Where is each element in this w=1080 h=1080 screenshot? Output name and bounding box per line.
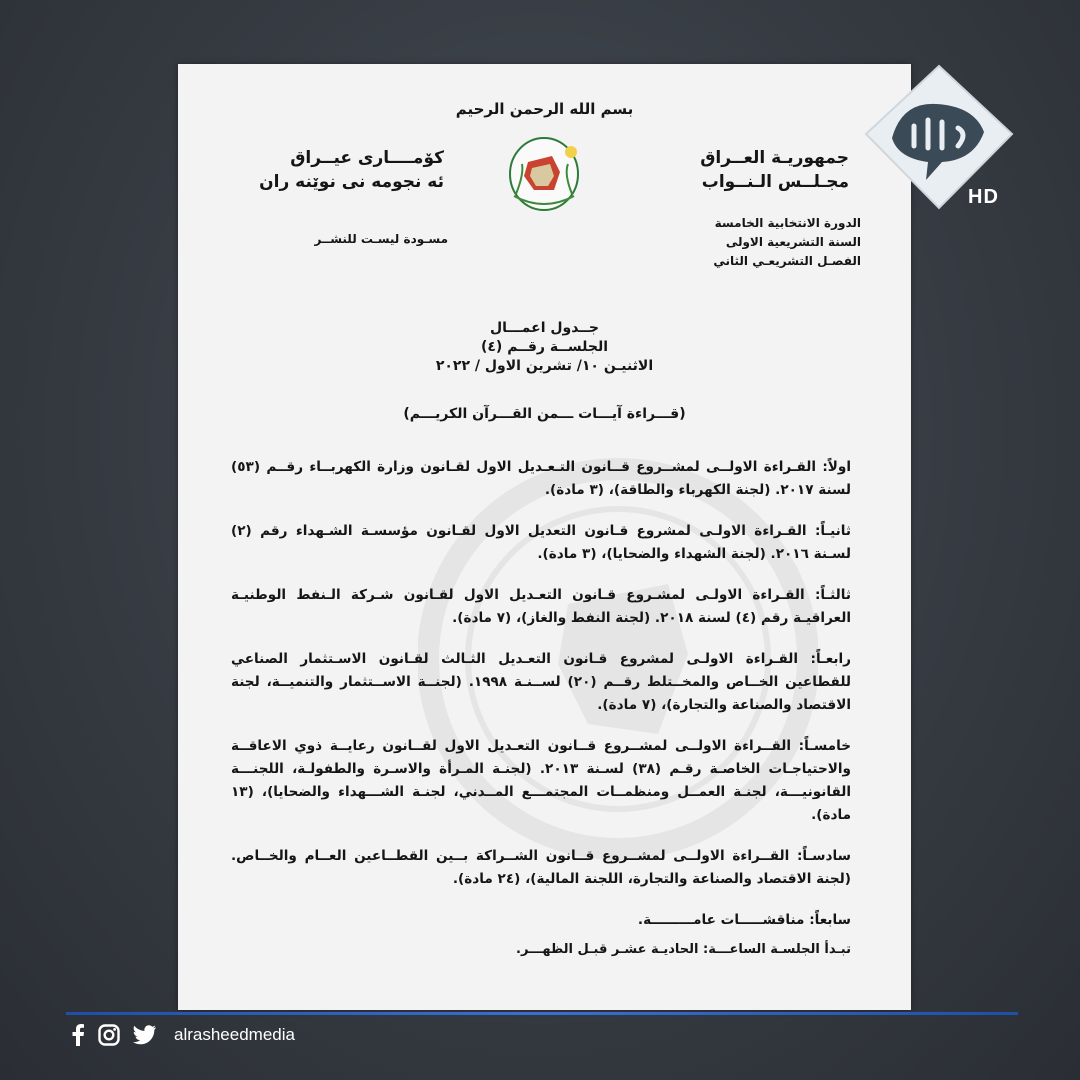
agenda-items — [231, 456, 851, 950]
institution-name-kurdish — [234, 146, 444, 194]
social-handle[interactable]: alrasheedmedia — [174, 1025, 295, 1044]
session-number: الجلســة رقــم (٤) — [480, 339, 609, 355]
parliament-logo — [494, 134, 594, 214]
agenda-item-1: اولاً: القـراءة الاولــى لمشــروع قــانون التـعـديل الاول لقـانون وزارة الكهربــاء رقــم (٥٣) لسنة ٢٠١٧. (لجنة الكهرباء والطاقة)، (٣ مادة). — [231, 459, 851, 498]
document-page — [178, 64, 911, 1010]
agenda-item-6: سادسـاً: القــراءة الاولــى لمشــروع قــانون الشــراكة بــين القطــاعين العــام والخــاص. (لجنة الاقتصاد والصناعة والتجارة، اللجنة المالية)، (٢٤ مادة). — [231, 848, 851, 887]
legislative-year: السنة التشريعية الاولى — [725, 235, 861, 249]
agenda-item-5: خامسـاً: القــراءة الاولــى لمشــروع قــانون التعـديل الاول لقــانون رعايــة ذوي الاعاقــة والاحتياجـات الخاصـة رقـم (٣٨) لسـنة ٢٠١٣. (لجنـة المـرأة والاسـرة والطفولـة، اللجنـــة القانونيـــة، لجنـة العمــل ومنظمــات المجتمـــع المــدني، لجنـة الشـــهداء والضحايا)، (١٣ مادة). — [231, 738, 851, 823]
session-date: الاثنيـن ١٠/ تشرين الاول / ٢٠٢٢ — [435, 358, 654, 374]
council-of-representatives: مجـلــس الـنــواب — [701, 172, 849, 192]
hd-label: HD — [968, 186, 999, 208]
agenda-item-4: رابعـاً: القـراءة الاولـى لمشروع قـانون التعـديل الثـالث لقـانون الاسـتثمار الصناعي للقطاعين الخــاص والمخــتلط رقــم (٢٠) لســنـة ١٩٩٨. (لجنــة الاســتثمار والتنميــة، لجنة الاقتصاد والصناعة والتجارة)، (٧ مادة). — [231, 651, 851, 713]
twitter-icon[interactable] — [132, 1025, 156, 1045]
legislative-term: الفصـل التشريعـي الثاني — [713, 254, 861, 268]
electoral-term: الدورة الانتخابية الخامسة — [714, 216, 861, 230]
instagram-icon[interactable] — [98, 1024, 120, 1046]
council-kurdish: ئه نجومه نى نوێنه ران — [259, 172, 444, 192]
session-start-note: تبـدأ الجلسـة الساعـــة: الحاديـة عشـر قبـل الظهـــر. — [516, 942, 851, 957]
agenda-title — [178, 319, 911, 376]
agenda-heading: جــدول اعمـــال — [490, 320, 599, 336]
draft-label: مسـودة ليسـت للنشــر — [314, 232, 448, 246]
social-footer — [70, 1024, 295, 1046]
iraq-kurdish: كۆمــــارى عيــراق — [290, 148, 444, 168]
quran-reading: (قـــراءة آيـــات ـــمن القـــرآن الكريـــم) — [403, 406, 686, 422]
basmala: بسم الله الرحمن الرحيم — [455, 100, 634, 118]
agenda-item-2: ثانيـاً: القـراءة الاولـى لمشروع قـانون التعديل الاول لقـانون مؤسسـة الشـهداء رقم (٢) لسـنة ٢٠١٦. (لجنة الشهداء والضحايا)، (٣ مادة). — [231, 523, 851, 562]
institution-name-arabic — [700, 146, 849, 194]
agenda-item-7: سابعاً: مناقشـــــات عامـــــــــة. — [637, 912, 851, 928]
facebook-icon[interactable] — [70, 1024, 86, 1046]
footer-accent-line — [66, 1012, 1018, 1015]
republic-of-iraq: جمهوريـة العــراق — [700, 148, 849, 168]
session-info — [713, 214, 861, 271]
agenda-item-3: ثالثـاً: القـراءة الاولـى لمشـروع قـانون التعـديل الاول لقـانون شـركة الـنفط الوطنيـة العراقيـة رقم (٤) لسنة ٢٠١٨. (لجنة النفط والغاز)، (٧ مادة). — [231, 587, 851, 626]
